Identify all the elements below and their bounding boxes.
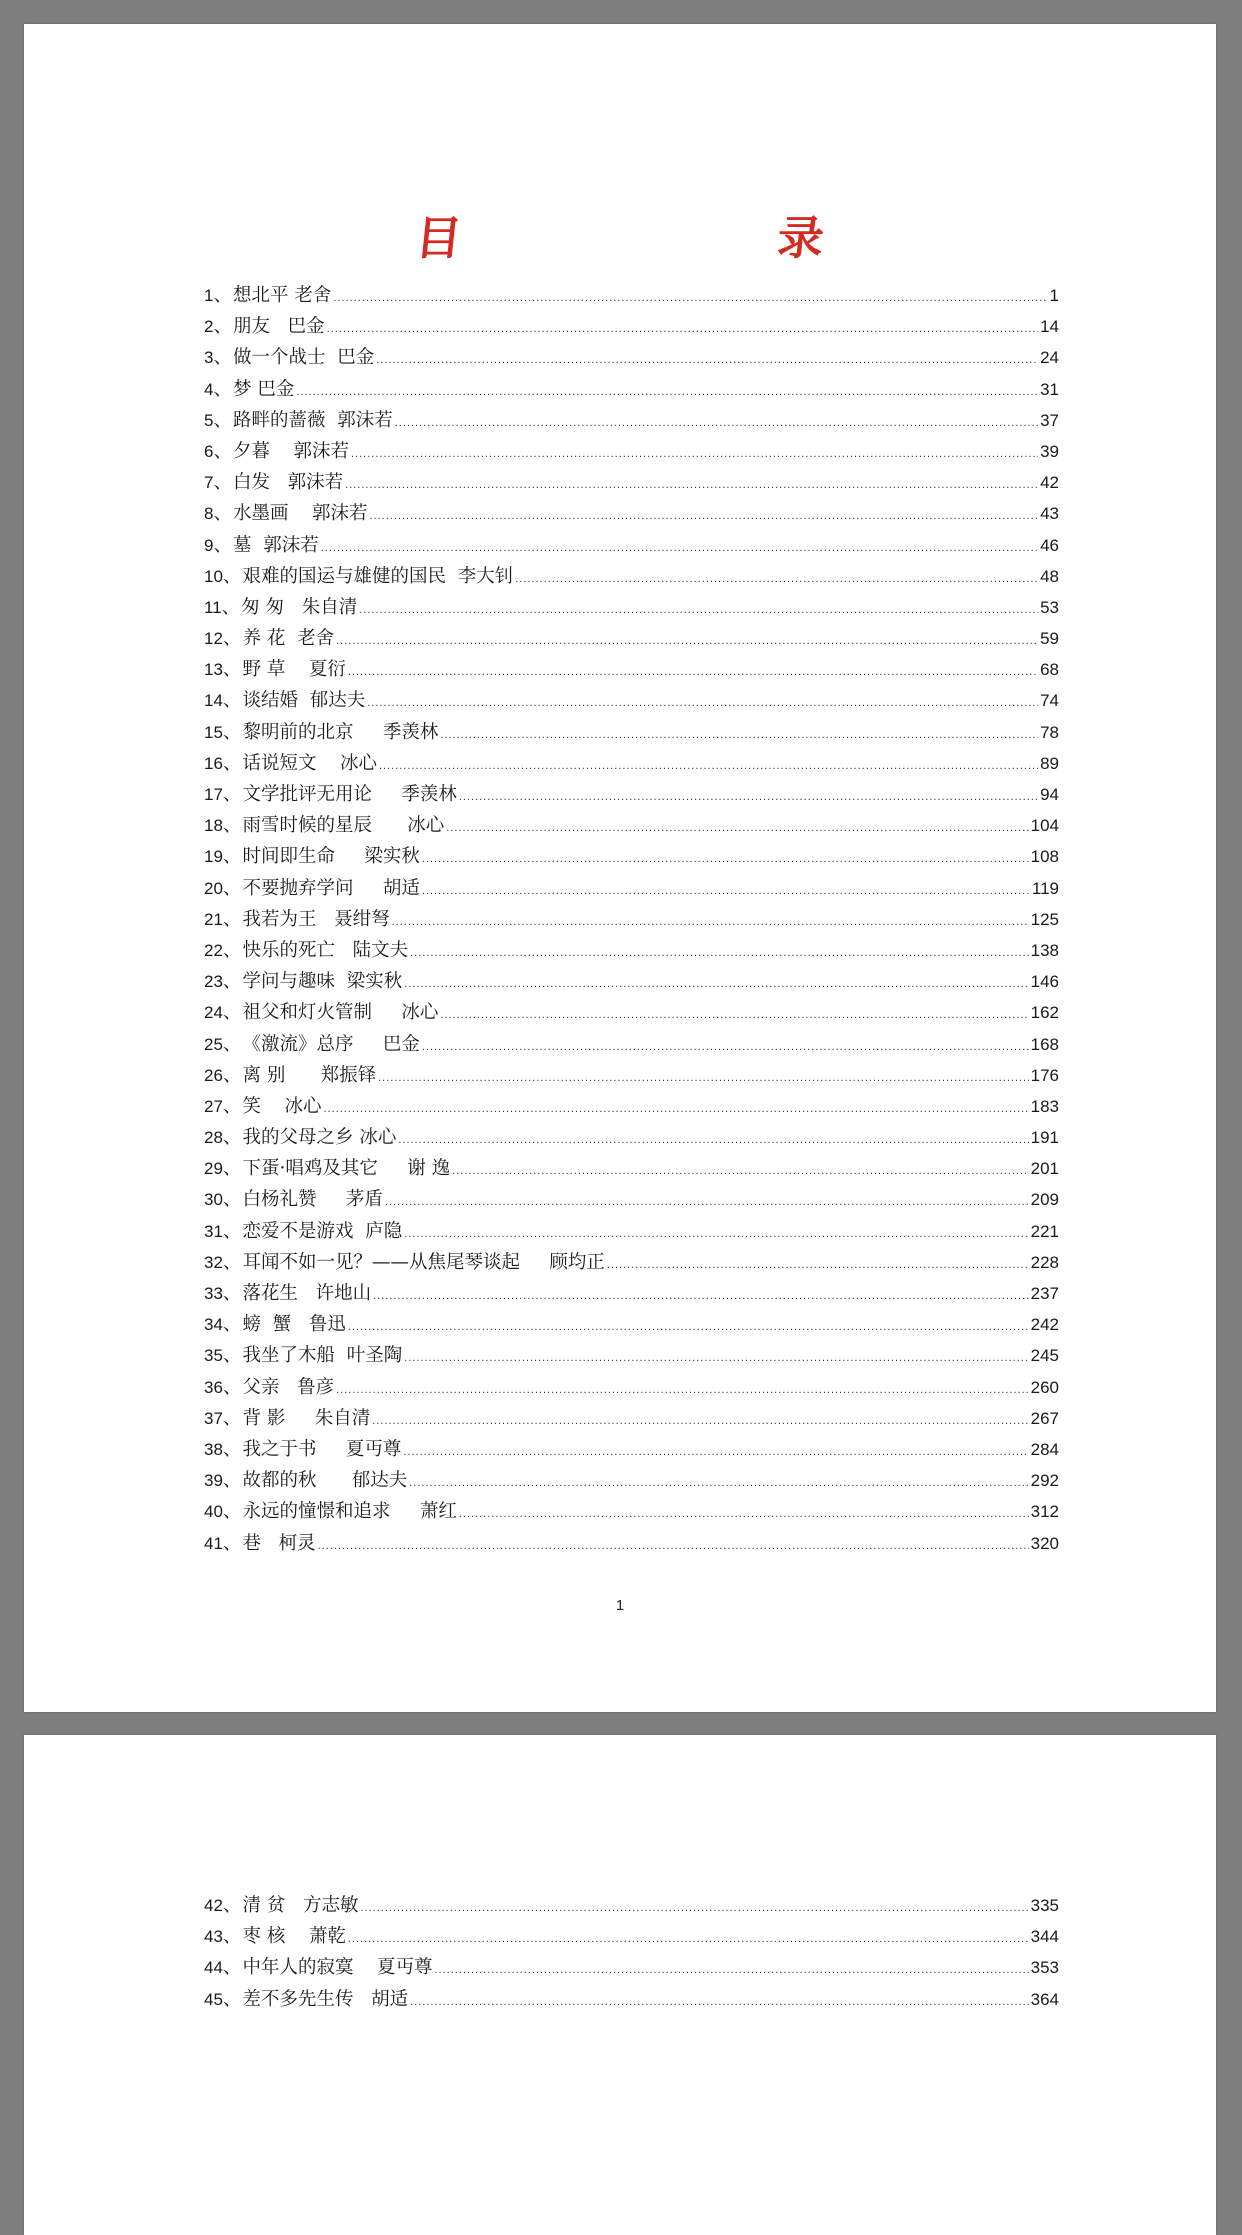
- toc-entry-page: 43: [1040, 504, 1059, 524]
- toc-entry-separator: 、: [222, 1376, 242, 1398]
- toc-entry-title: 差不多先生传 胡适: [242, 1988, 409, 2010]
- toc-entry-page: 125: [1030, 909, 1059, 929]
- toc-entry-page: 119: [1031, 878, 1059, 898]
- toc-entry[interactable]: [204, 1091, 1059, 1122]
- toc-entry[interactable]: [204, 280, 1059, 311]
- toc-entry[interactable]: [204, 717, 1059, 748]
- toc-entry-title: 永远的憧憬和追求 萧红: [242, 1501, 457, 1523]
- toc-entry-title: 恋爱不是游戏 庐隐: [242, 1220, 403, 1242]
- toc-entry[interactable]: [204, 1403, 1059, 1434]
- toc-entry-number: 40: [204, 1502, 223, 1522]
- toc-entry[interactable]: [204, 654, 1059, 685]
- toc-entry-number: 31: [204, 1221, 223, 1241]
- toc-dot-leader: [404, 1219, 1028, 1250]
- toc-entry-title: 黎明前的北京 季羡林: [242, 721, 439, 743]
- toc-entry-page: 364: [1030, 1989, 1059, 2009]
- toc-entry-number: 7: [204, 473, 214, 493]
- toc-entry[interactable]: [204, 1247, 1059, 1278]
- toc-entry[interactable]: [204, 467, 1059, 498]
- toc-entry[interactable]: [204, 966, 1059, 997]
- toc-entry-number: 10: [204, 566, 223, 586]
- toc-entry[interactable]: [204, 1029, 1059, 1060]
- toc-entry-page: 94: [1040, 785, 1059, 804]
- toc-entry-separator: 、: [222, 971, 242, 993]
- toc-entry-number: 23: [204, 972, 223, 992]
- toc-entry-page: 312: [1030, 1502, 1059, 1522]
- toc-dot-leader: [367, 688, 1038, 719]
- toc-dot-leader: [515, 564, 1038, 595]
- toc-dot-leader: [370, 501, 1039, 532]
- toc-entry-number: 3: [204, 348, 214, 368]
- toc-entry-separator: 、: [222, 565, 242, 587]
- toc-entry-page: 284: [1030, 1439, 1059, 1459]
- toc-entry-page: 108: [1030, 847, 1059, 867]
- toc-entry[interactable]: [204, 405, 1059, 436]
- toc-entry-title: 枣 核 萧乾: [242, 1926, 346, 1948]
- toc-entry[interactable]: [204, 1122, 1059, 1153]
- toc-list: [204, 280, 1059, 1559]
- toc-entry[interactable]: [204, 748, 1059, 779]
- toc-entry-separator: 、: [213, 378, 232, 400]
- toc-entry[interactable]: [204, 810, 1059, 841]
- toc-entry-separator: 、: [222, 1283, 242, 1304]
- toc-entry-number: 16: [204, 753, 223, 773]
- toc-entry-title: 故都的秋 郁达夫: [242, 1470, 408, 1492]
- toc-entry-title: 我若为王 聂绀弩: [242, 908, 390, 930]
- toc-entry-number: 2: [204, 317, 214, 337]
- toc-entry-title: 不要抛弃学问 胡适: [242, 877, 420, 899]
- toc-entry-separator: 、: [222, 1895, 242, 1916]
- toc-entry[interactable]: [204, 1496, 1059, 1527]
- toc-entry-title: 《激流》总序 巴金: [242, 1033, 420, 1055]
- toc-dot-leader: [348, 657, 1038, 688]
- toc-entry-separator: 、: [222, 1189, 242, 1211]
- toc-entry-number: 15: [204, 722, 223, 742]
- toc-dot-leader: [336, 626, 1038, 657]
- toc-dot-leader: [410, 1987, 1029, 2018]
- toc-entry-page: 237: [1030, 1284, 1059, 1303]
- toc-entry-page: 59: [1040, 629, 1059, 649]
- toc-entry-title: 快乐的死亡 陆文夫: [242, 939, 409, 961]
- toc-dot-leader: [321, 533, 1038, 564]
- toc-entry-separator: 、: [222, 1345, 242, 1367]
- toc-entry-separator: 、: [222, 846, 242, 868]
- toc-entry[interactable]: [204, 1309, 1059, 1340]
- toc-entry-title: 水墨画 郭沫若: [232, 503, 368, 525]
- toc-entry-separator: 、: [222, 1501, 242, 1523]
- toc-entry-title: 匆 匆 朱自清: [241, 596, 358, 618]
- toc-title: 目 录: [412, 211, 977, 265]
- toc-entry[interactable]: [204, 1952, 1059, 1983]
- toc-dot-leader: [345, 470, 1038, 501]
- toc-entry-separator: 、: [213, 347, 232, 369]
- toc-entry[interactable]: [204, 1528, 1059, 1559]
- toc-entry-separator: 、: [213, 472, 232, 494]
- toc-entry-separator: 、: [222, 1033, 242, 1055]
- toc-entry-separator: 、: [222, 1158, 242, 1180]
- toc-dot-leader: [327, 314, 1038, 345]
- toc-dot-leader: [422, 844, 1029, 875]
- toc-entry-page: 53: [1040, 597, 1059, 617]
- toc-entry[interactable]: [204, 935, 1059, 966]
- toc-entry-title: 学问与趣味 梁实秋: [242, 971, 403, 993]
- toc-entry-page: 228: [1030, 1252, 1059, 1272]
- toc-entry[interactable]: [204, 1890, 1059, 1921]
- toc-entry-separator: 、: [222, 815, 242, 837]
- toc-entry[interactable]: [204, 436, 1059, 467]
- toc-dot-leader: [333, 283, 1047, 314]
- toc-dot-leader: [410, 938, 1029, 969]
- toc-entry-number: 21: [204, 909, 223, 929]
- toc-dot-leader: [459, 1499, 1029, 1530]
- toc-entry-title: 养 花 老舍: [242, 628, 335, 650]
- toc-entry-page: 42: [1040, 473, 1059, 493]
- toc-entry-title: 笑 冰心: [242, 1095, 322, 1117]
- toc-entry-title: 中年人的寂寞 夏丏尊: [242, 1957, 433, 1979]
- toc-entry-title: 做一个战士 巴金: [232, 347, 375, 369]
- toc-entry-number: 35: [204, 1346, 223, 1366]
- toc-entry-separator: 、: [222, 1988, 242, 2010]
- toc-entry-number: 29: [204, 1159, 223, 1179]
- toc-dot-leader: [398, 1125, 1028, 1156]
- toc-entry-title: 梦 巴金: [232, 378, 295, 400]
- toc-entry[interactable]: [204, 873, 1059, 904]
- toc-dot-leader: [440, 1000, 1028, 1031]
- toc-entry-number: 20: [204, 878, 223, 898]
- toc-entry-number: 36: [204, 1377, 223, 1397]
- toc-entry-separator: 、: [222, 1957, 242, 1979]
- toc-entry-separator: 、: [222, 784, 242, 805]
- toc-entry[interactable]: [204, 342, 1059, 373]
- toc-entry[interactable]: [204, 1921, 1059, 1952]
- toc-entry-separator: 、: [213, 503, 232, 525]
- toc-entry[interactable]: [204, 1153, 1059, 1184]
- toc-entry[interactable]: [204, 997, 1059, 1028]
- toc-entry-separator: 、: [222, 659, 242, 681]
- toc-entry-page: 335: [1030, 1896, 1059, 1915]
- toc-entry[interactable]: [204, 1465, 1059, 1496]
- toc-dot-leader: [434, 1955, 1028, 1986]
- toc-entry-separator: 、: [222, 939, 242, 961]
- toc-dot-leader: [422, 1032, 1029, 1063]
- toc-entry-title: 耳闻不如一见？——从焦尾琴谈起 顾均正: [242, 1251, 605, 1273]
- toc-entry-number: 12: [204, 629, 223, 649]
- toc-entry-page: 31: [1040, 379, 1059, 399]
- toc-entry-page: 1: [1049, 286, 1059, 305]
- toc-entry-title: 朋友 巴金: [232, 316, 325, 338]
- toc-entry-page: 183: [1030, 1096, 1059, 1116]
- toc-dot-leader: [385, 1187, 1029, 1218]
- toc-entry-page: 242: [1030, 1315, 1059, 1335]
- toc-dot-leader: [296, 377, 1038, 408]
- toc-entry-number: 5: [204, 410, 214, 430]
- toc-dot-leader: [395, 408, 1038, 439]
- toc-entry-number: 25: [204, 1034, 223, 1054]
- toc-entry[interactable]: [204, 1184, 1059, 1215]
- toc-entry-page: 176: [1030, 1065, 1059, 1085]
- toc-entry-page: 191: [1030, 1128, 1059, 1148]
- toc-entry-title: 谈结婚 郁达夫: [242, 690, 366, 712]
- toc-entry-separator: 、: [222, 1314, 242, 1336]
- toc-list: [204, 1890, 1059, 2015]
- toc-entry-number: 27: [204, 1096, 223, 1116]
- toc-entry-separator: 、: [222, 690, 242, 712]
- toc-dot-leader: [607, 1250, 1029, 1281]
- toc-entry-title: 落花生 许地山: [242, 1283, 372, 1304]
- toc-entry-title: 祖父和灯火管制 冰心: [242, 1002, 439, 1024]
- toc-entry[interactable]: [204, 592, 1059, 623]
- toc-entry[interactable]: [204, 1434, 1059, 1465]
- toc-entry-title: 夕暮 郭沫若: [232, 440, 350, 462]
- toc-entry-page: 209: [1030, 1190, 1059, 1210]
- toc-entry-title: 墓 郭沫若: [232, 534, 319, 556]
- toc-entry-number: 32: [204, 1252, 223, 1272]
- toc-entry[interactable]: [204, 1278, 1059, 1309]
- toc-dot-leader: [446, 813, 1028, 844]
- toc-entry-number: 45: [204, 1989, 223, 2009]
- toc-entry-number: 11: [204, 597, 222, 617]
- toc-entry-number: 14: [204, 691, 223, 711]
- toc-entry-title: 螃 蟹 鲁迅: [242, 1314, 346, 1336]
- toc-entry-page: 146: [1030, 972, 1059, 992]
- toc-entry-separator: 、: [222, 628, 242, 650]
- document-page-1: [24, 24, 1216, 1712]
- toc-entry-separator: 、: [222, 1127, 242, 1149]
- toc-entry-number: 37: [204, 1408, 223, 1428]
- toc-entry-title: 下蛋·唱鸡及其它 谢 逸: [242, 1158, 451, 1180]
- toc-entry[interactable]: [204, 374, 1059, 405]
- toc-entry-number: 1: [204, 286, 214, 305]
- toc-entry-number: 4: [204, 379, 214, 399]
- toc-entry-page: 201: [1030, 1159, 1059, 1179]
- toc-entry-separator: 、: [222, 721, 242, 743]
- toc-entry-separator: 、: [222, 1064, 242, 1086]
- toc-entry-separator: 、: [222, 752, 242, 774]
- toc-entry-separator: 、: [222, 1438, 242, 1460]
- toc-entry-title: 父亲 鲁彦: [242, 1376, 335, 1398]
- toc-entry-separator: 、: [213, 285, 232, 306]
- toc-entry-page: 245: [1030, 1346, 1059, 1366]
- toc-entry-page: 104: [1030, 816, 1059, 836]
- toc-entry-number: 19: [204, 847, 223, 867]
- toc-entry-number: 18: [204, 816, 223, 836]
- toc-entry-page: 260: [1030, 1377, 1059, 1397]
- toc-dot-leader: [422, 876, 1030, 907]
- toc-entry[interactable]: [204, 1340, 1059, 1371]
- toc-entry-title: 白发 郭沫若: [232, 472, 344, 494]
- toc-entry-separator: 、: [213, 440, 232, 462]
- toc-dot-leader: [336, 1375, 1029, 1406]
- toc-dot-leader: [404, 1343, 1028, 1374]
- toc-entry-page: 74: [1040, 691, 1059, 711]
- toc-dot-leader: [376, 345, 1038, 376]
- toc-entry-number: 34: [204, 1315, 223, 1335]
- toc-entry-page: 78: [1040, 722, 1059, 742]
- toc-entry-number: 42: [204, 1896, 223, 1915]
- toc-dot-leader: [351, 439, 1038, 470]
- toc-entry-number: 13: [204, 660, 223, 680]
- toc-entry-page: 24: [1040, 348, 1059, 368]
- toc-entry-page: 344: [1030, 1927, 1059, 1947]
- toc-dot-leader: [373, 1281, 1029, 1312]
- toc-entry-title: 背 影 朱自清: [242, 1407, 371, 1429]
- toc-entry-separator: 、: [222, 1095, 242, 1117]
- toc-dot-leader: [372, 1406, 1028, 1437]
- toc-dot-leader: [323, 1094, 1028, 1125]
- toc-entry-title: 野 草 夏衍: [242, 659, 346, 681]
- toc-entry[interactable]: [204, 685, 1059, 716]
- toc-entry-number: 41: [204, 1533, 223, 1553]
- toc-entry-title: 巷 柯灵: [242, 1532, 316, 1554]
- toc-entry-page: 353: [1030, 1958, 1059, 1978]
- toc-entry-page: 39: [1040, 441, 1059, 461]
- toc-entry-page: 89: [1040, 753, 1059, 773]
- toc-entry[interactable]: [204, 623, 1059, 654]
- toc-entry-title: 雨雪时候的星辰 冰心: [242, 815, 445, 837]
- toc-entry[interactable]: [204, 1984, 1059, 2015]
- toc-dot-leader: [348, 1312, 1029, 1343]
- document-page-2: [24, 1735, 1216, 2235]
- page-number: 1: [615, 1597, 625, 1614]
- toc-entry-title: 艰难的国运与雄健的国民 李大钊: [242, 565, 514, 587]
- toc-entry-title: 我之于书 夏丏尊: [242, 1438, 402, 1460]
- toc-entry-separator: 、: [222, 1532, 242, 1554]
- toc-entry-number: 17: [204, 785, 223, 804]
- toc-entry-page: 14: [1040, 317, 1059, 337]
- toc-entry-title: 路畔的蔷薇 郭沫若: [232, 409, 393, 431]
- toc-entry[interactable]: [204, 498, 1059, 529]
- toc-entry-title: 清 贫 方志敏: [242, 1895, 359, 1916]
- toc-entry-number: 33: [204, 1284, 223, 1303]
- toc-entry-page: 292: [1030, 1471, 1059, 1491]
- toc-entry-title: 离 别 郑振铎: [242, 1064, 377, 1086]
- toc-entry-separator: 、: [213, 534, 232, 556]
- toc-entry-page: 37: [1040, 410, 1059, 430]
- toc-entry-number: 39: [204, 1471, 223, 1491]
- toc-dot-leader: [318, 1531, 1029, 1562]
- toc-dot-leader: [392, 907, 1029, 938]
- toc-entry-page: 46: [1040, 535, 1059, 555]
- toc-entry-number: 9: [204, 535, 214, 555]
- toc-entry-page: 162: [1030, 1003, 1059, 1023]
- toc-entry-number: 6: [204, 441, 214, 461]
- toc-entry-number: 24: [204, 1003, 223, 1023]
- toc-entry-page: 320: [1030, 1533, 1059, 1553]
- toc-dot-leader: [348, 1924, 1029, 1955]
- toc-entry-title: 时间即生命 梁实秋: [242, 846, 420, 868]
- toc-entry[interactable]: [204, 1216, 1059, 1247]
- toc-entry-number: 43: [204, 1927, 223, 1947]
- toc-entry-separator: 、: [222, 1926, 242, 1948]
- toc-entry[interactable]: [204, 1060, 1059, 1091]
- toc-entry-number: 22: [204, 940, 223, 960]
- toc-entry-page: 138: [1030, 940, 1059, 960]
- toc-entry-page: 68: [1040, 660, 1059, 680]
- toc-entry-separator: 、: [213, 409, 232, 431]
- toc-dot-leader: [459, 782, 1038, 813]
- toc-dot-leader: [379, 751, 1038, 782]
- toc-entry-number: 44: [204, 1958, 223, 1978]
- toc-entry-number: 8: [204, 504, 214, 524]
- toc-entry-title: 我坐了木船 叶圣陶: [242, 1345, 403, 1367]
- toc-entry-separator: 、: [222, 908, 242, 930]
- toc-dot-leader: [359, 595, 1038, 626]
- toc-entry[interactable]: [204, 311, 1059, 342]
- toc-entry-title: 白杨礼赞 茅盾: [242, 1189, 383, 1211]
- toc-dot-leader: [404, 969, 1028, 1000]
- toc-entry-page: 267: [1030, 1408, 1059, 1428]
- toc-entry-number: 28: [204, 1128, 223, 1148]
- toc-entry-page: 48: [1040, 566, 1059, 586]
- toc-dot-leader: [378, 1063, 1029, 1094]
- toc-entry-title: 文学批评无用论 季羡林: [242, 784, 457, 805]
- toc-dot-leader: [452, 1156, 1029, 1187]
- toc-entry-number: 30: [204, 1190, 223, 1210]
- toc-entry-separator: 、: [222, 1220, 242, 1242]
- toc-dot-leader: [360, 1893, 1028, 1924]
- toc-entry-number: 26: [204, 1065, 223, 1085]
- toc-entry[interactable]: [204, 561, 1059, 592]
- toc-dot-leader: [403, 1437, 1028, 1468]
- toc-dot-leader: [440, 720, 1038, 751]
- toc-entry[interactable]: [204, 530, 1059, 561]
- toc-entry-separator: 、: [222, 1407, 242, 1429]
- toc-entry-title: 话说短文 冰心: [242, 752, 377, 774]
- toc-entry-page: 168: [1030, 1034, 1059, 1054]
- toc-entry-separator: 、: [222, 1470, 242, 1492]
- toc-entry-page: 221: [1030, 1221, 1059, 1241]
- toc-entry[interactable]: [204, 904, 1059, 935]
- toc-entry-separator: 、: [221, 596, 241, 618]
- toc-entry[interactable]: [204, 779, 1059, 810]
- toc-entry-title: 想北平 老舍: [232, 285, 332, 306]
- toc-entry-separator: 、: [213, 316, 232, 338]
- toc-entry-separator: 、: [222, 1251, 242, 1273]
- toc-entry-title: 我的父母之乡 冰心: [242, 1127, 397, 1149]
- toc-entry-separator: 、: [222, 1002, 242, 1024]
- toc-entry[interactable]: [204, 841, 1059, 872]
- toc-entry-number: 38: [204, 1439, 223, 1459]
- toc-entry[interactable]: [204, 1372, 1059, 1403]
- toc-dot-leader: [409, 1468, 1028, 1499]
- toc-entry-separator: 、: [222, 877, 242, 899]
